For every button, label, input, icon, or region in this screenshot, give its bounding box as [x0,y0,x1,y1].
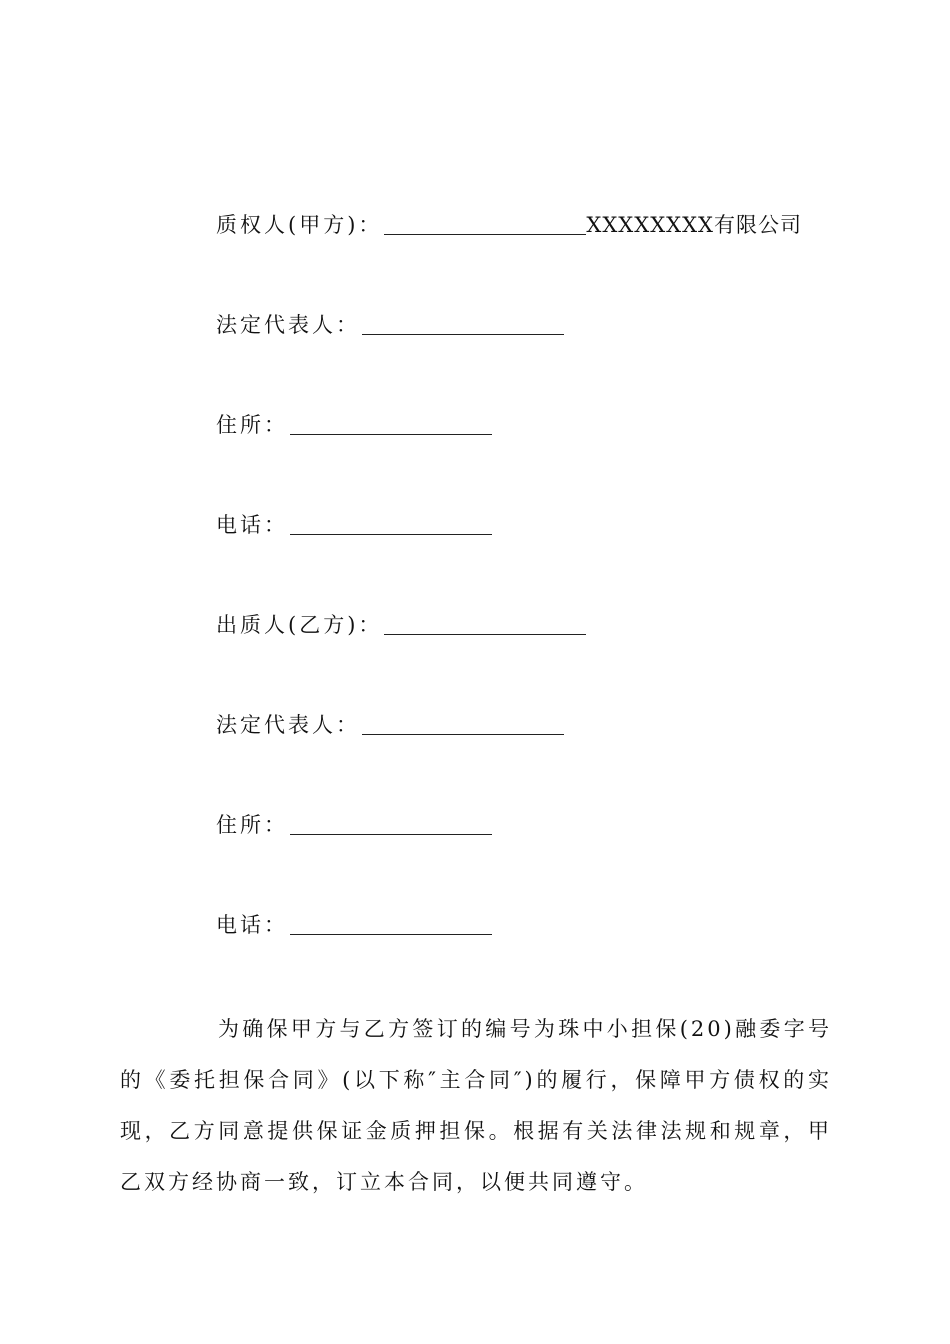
pledgor-phone-field [216,910,492,940]
pledgee-address-label: 住所： [216,413,288,437]
pledgor-legal-rep-field [216,710,564,740]
pledgee-blank-line [384,233,586,235]
pledgor-address-blank-line [290,833,492,835]
pledgee-phone-label: 电话： [216,513,288,537]
pledgor-address-field [216,810,492,840]
contract-preamble-paragraph: 为确保甲方与乙方签订的编号为珠中小担保(20)融委字号的《委托担保合同》(以下称″主合同″)的履行，保障甲方债权的实现，乙方同意提供保证金质押担保。根据有关法律法规和规章，甲乙双方经协商一致，订立本合同，以便共同遵守。 [120,1017,832,1194]
pledgor-blank-line [384,633,586,635]
pledgee-address-field [216,410,492,440]
pledgee-legal-rep-label: 法定代表人： [216,313,360,337]
pledgee-address-blank-line [290,433,492,435]
pledgee-phone-field [216,510,492,540]
pledgee-legal-rep-blank-line [362,333,564,335]
pledgee-phone-blank-line [290,533,492,535]
pledgee-company-name: XXXXXXXX有限公司 [586,213,802,237]
pledgor-legal-rep-label: 法定代表人： [216,713,360,737]
pledgor-phone-blank-line [290,933,492,935]
pledgor-legal-rep-blank-line [362,733,564,735]
pledgee-field [216,210,802,240]
pledgor-address-label: 住所： [216,813,288,837]
pledgee-label: 质权人(甲方)： [216,213,383,237]
pledgor-field [216,610,586,640]
pledgor-label: 出质人(乙方)： [216,613,383,637]
pledgor-phone-label: 电话： [216,913,288,937]
pledgee-legal-rep-field [216,310,564,340]
